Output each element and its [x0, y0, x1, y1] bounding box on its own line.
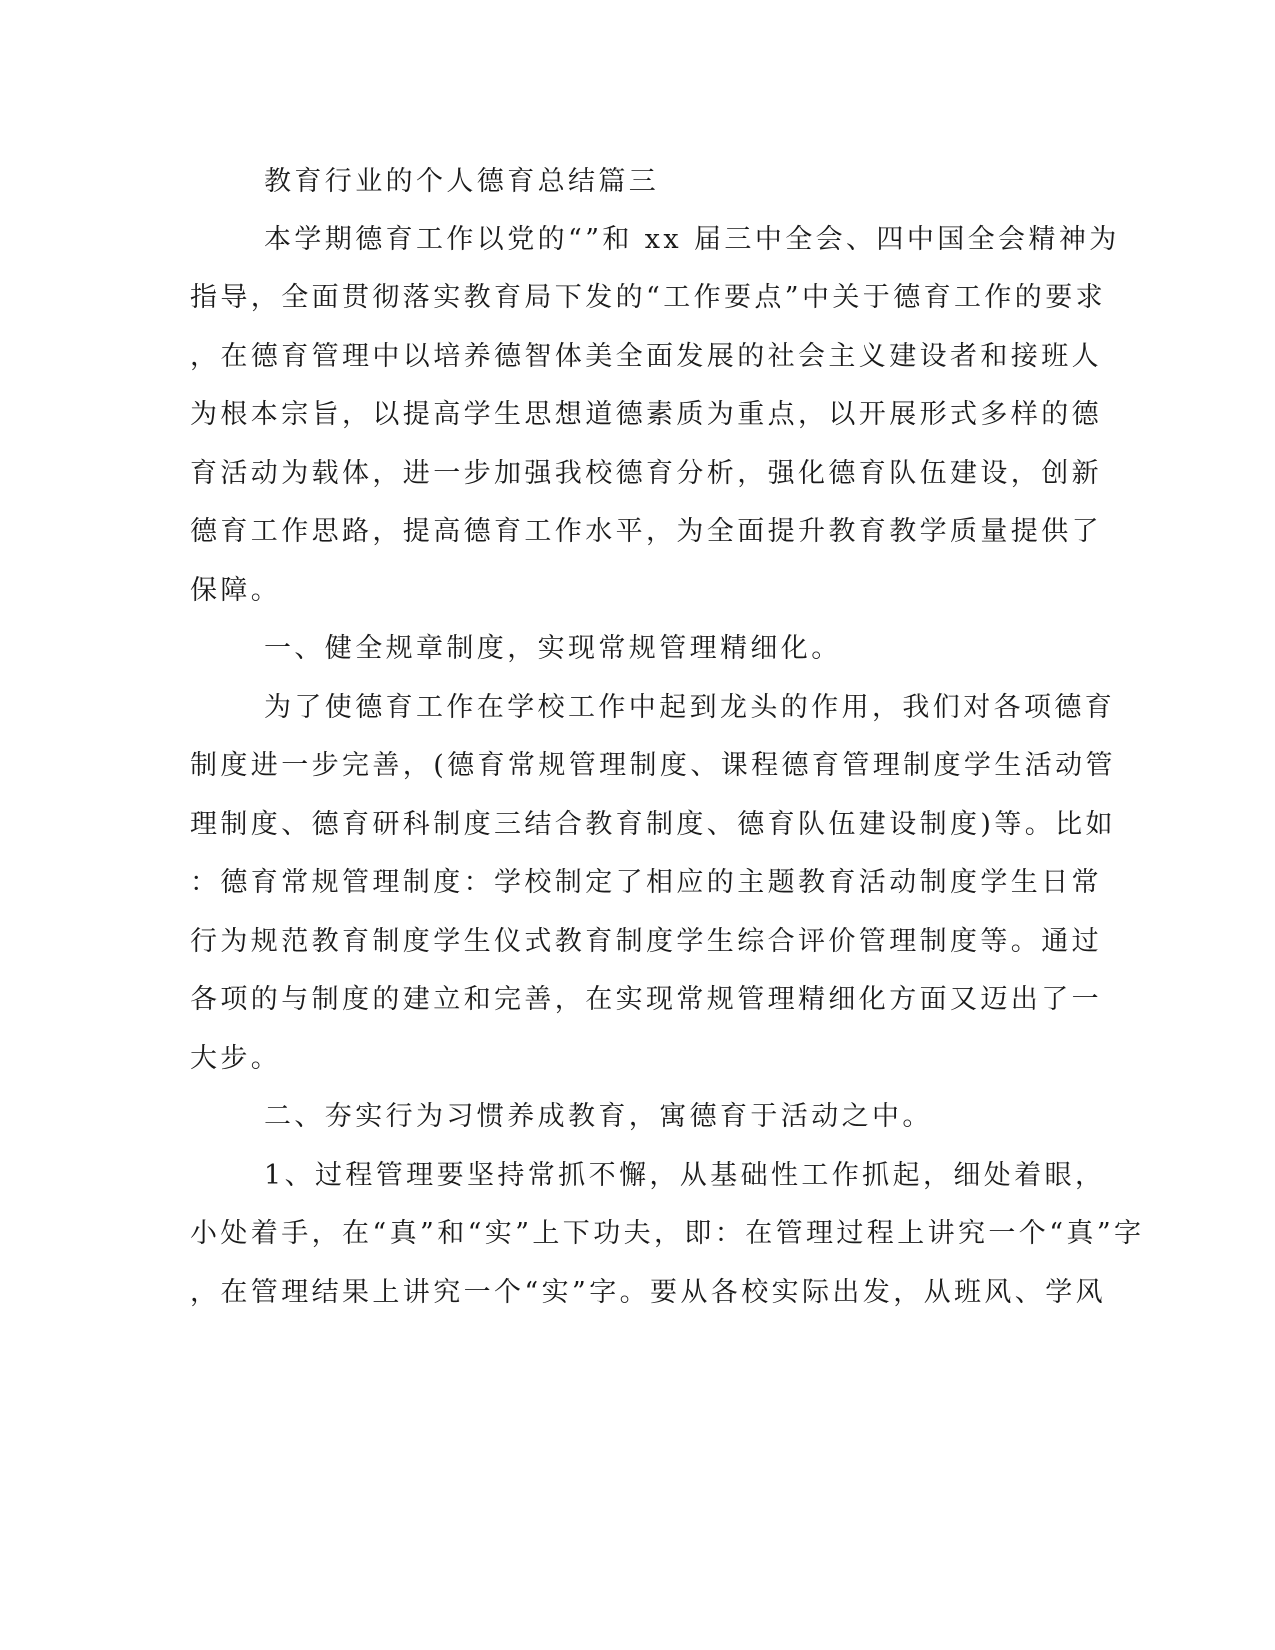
- text-line: 为根本宗旨，以提高学生思想道德素质为重点，以开展形式多样的德: [190, 399, 1102, 430]
- text-line: 本学期德育工作以党的“”和 xx 届三中全会、四中国全会精神为: [264, 224, 1120, 255]
- text-line: ，在管理结果上讲究一个“实”字。要从各校实际出发，从班风、学风: [190, 1277, 1107, 1308]
- text-line: 制度进一步完善，(德育常规管理制度、课程德育管理制度学生活动管: [190, 750, 1116, 781]
- text-line: 指导，全面贯彻落实教育局下发的“工作要点”中关于德育工作的要求: [190, 282, 1107, 313]
- text-line: 行为规范教育制度学生仪式教育制度学生综合评价管理制度等。通过: [190, 926, 1102, 957]
- text-line: ：德育常规管理制度：学校制定了相应的主题教育活动制度学生日常: [190, 867, 1102, 898]
- document-title: 教育行业的个人德育总结篇三: [264, 166, 660, 197]
- text-line: 1、过程管理要坚持常抓不懈，从基础性工作抓起，细处着眼，: [264, 1160, 1106, 1191]
- text-line: 保障。: [190, 575, 282, 606]
- text-line: 理制度、德育研科制度三结合教育制度、德育队伍建设制度)等。比如: [190, 809, 1116, 840]
- section-heading: 二、夯实行为习惯养成教育，寓德育于活动之中。: [264, 1101, 933, 1132]
- text-line: 为了使德育工作在学校工作中起到龙头的作用，我们对各项德育: [264, 692, 1116, 723]
- text-line: 各项的与制度的建立和完善，在实现常规管理精细化方面又迈出了一: [190, 984, 1102, 1015]
- text-line: 大步。: [190, 1043, 282, 1074]
- text-line: 小处着手，在“真”和“实”上下功夫，即：在管理过程上讲究一个“真”字: [190, 1218, 1145, 1249]
- text-line: ，在德育管理中以培养德智体美全面发展的社会主义建设者和接班人: [190, 341, 1102, 372]
- section-heading: 一、健全规章制度，实现常规管理精细化。: [264, 633, 842, 664]
- text-line: 德育工作思路，提高德育工作水平，为全面提升教育教学质量提供了: [190, 516, 1102, 547]
- text-line: 育活动为载体，进一步加强我校德育分析，强化德育队伍建设，创新: [190, 458, 1102, 489]
